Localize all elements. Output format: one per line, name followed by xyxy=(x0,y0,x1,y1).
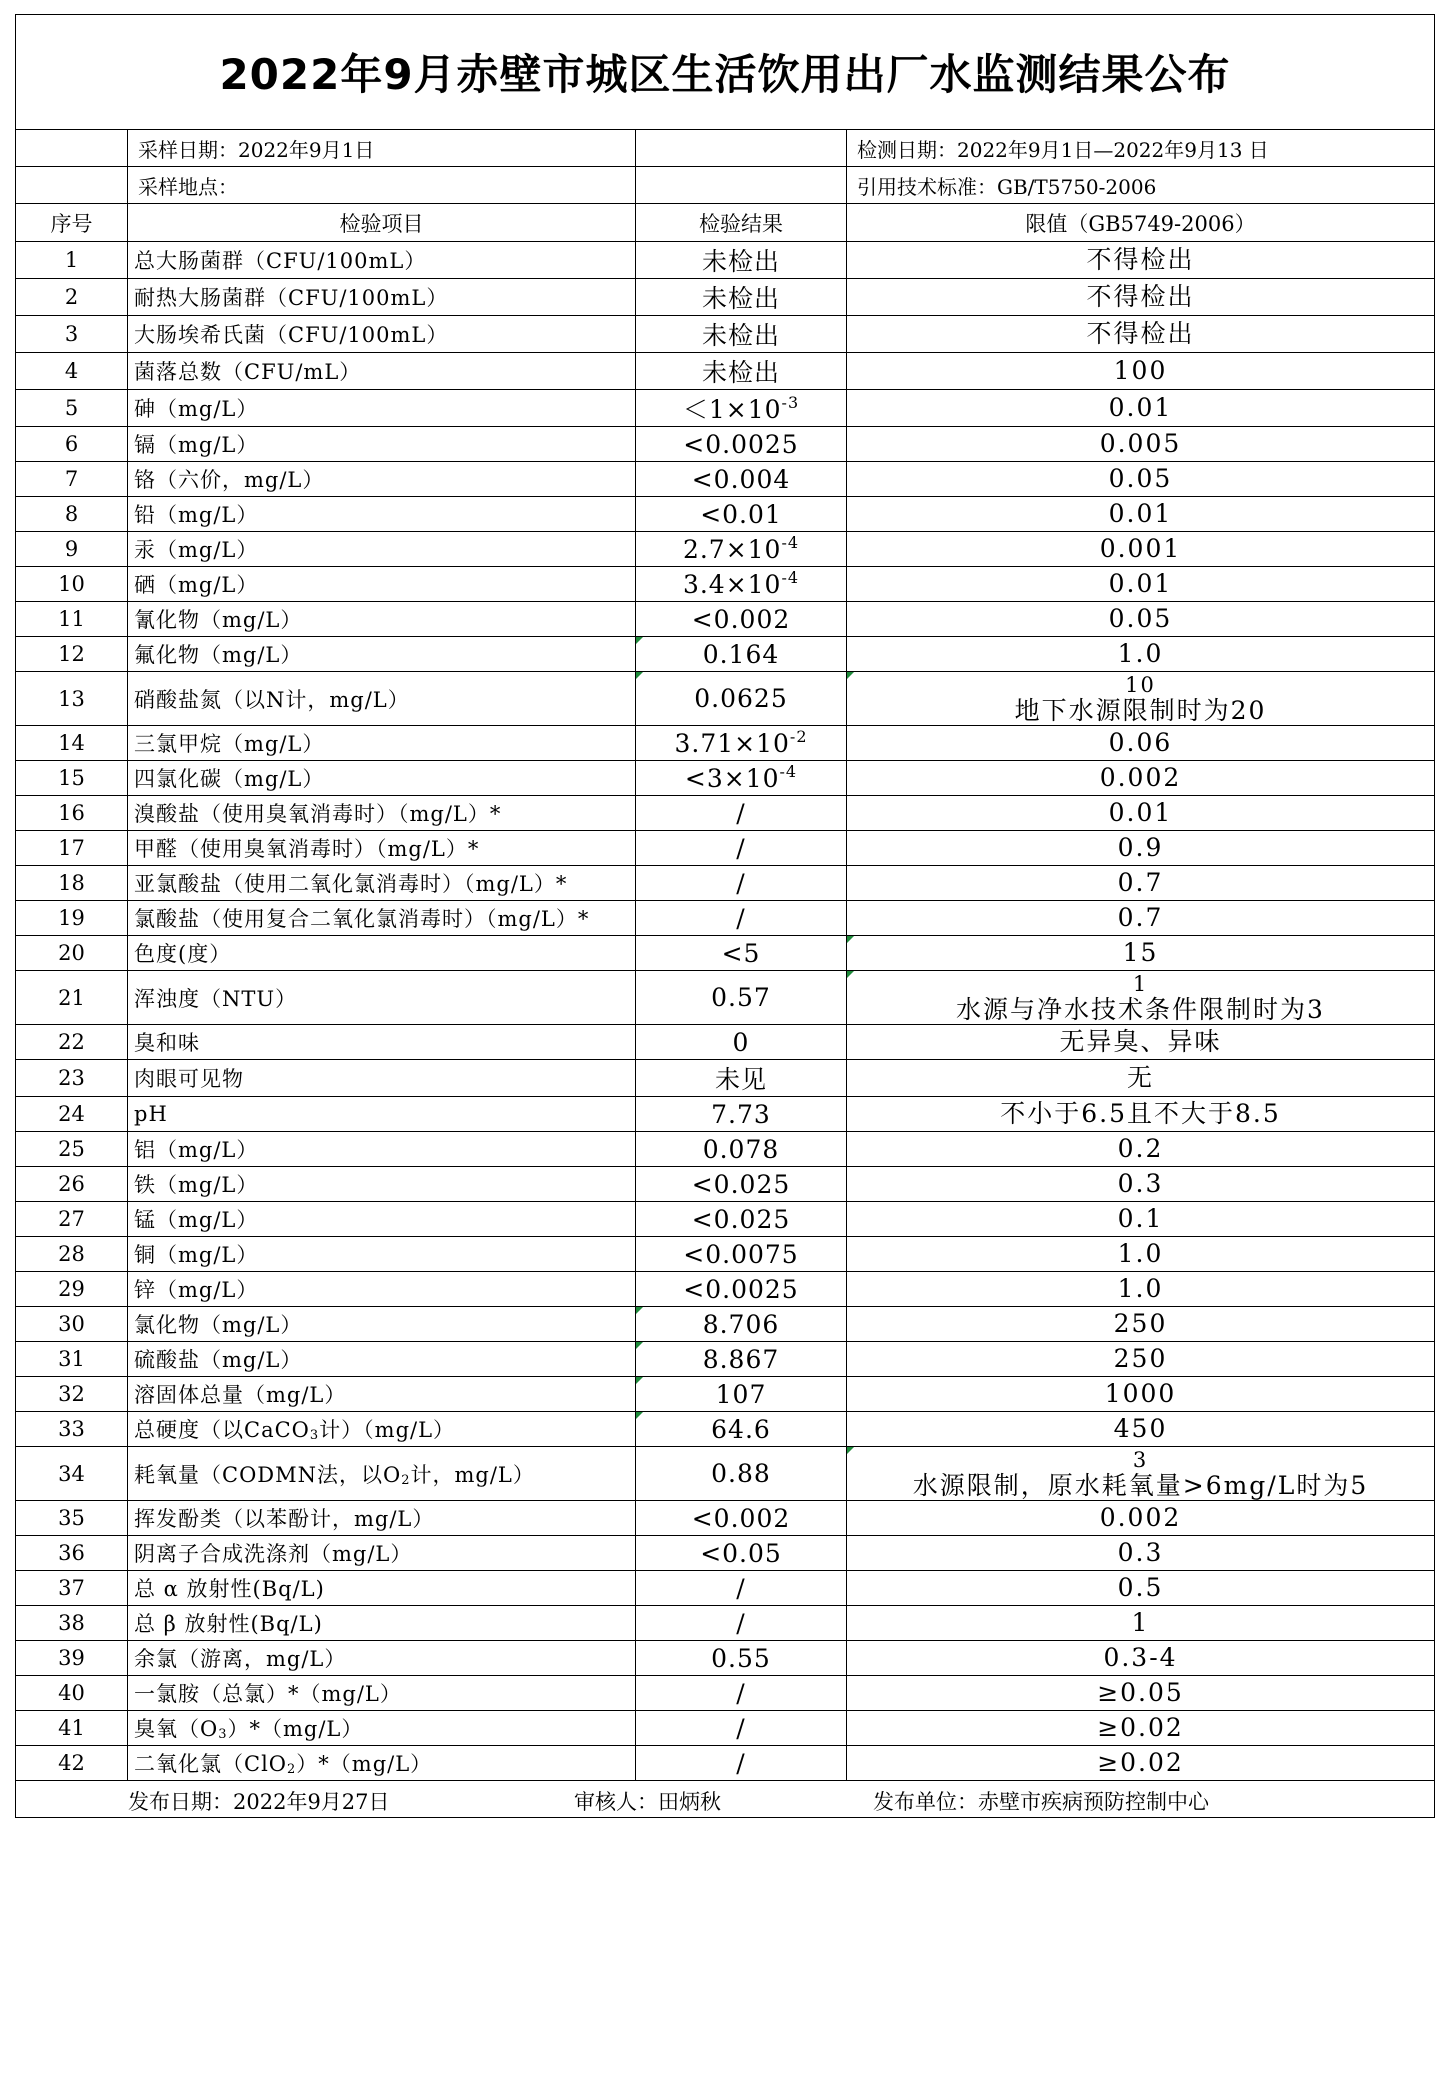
row-item: 亚氯酸盐（使用二氧化氯消毒时）（mg/L）* xyxy=(128,866,636,901)
row-result xyxy=(636,279,847,316)
row-number: 42 xyxy=(16,1746,128,1781)
row-item: 总 α 放射性(Bq/L) xyxy=(128,1571,636,1606)
row-number: 28 xyxy=(16,1237,128,1272)
row-item: 阴离子合成洗涤剂（mg/L） xyxy=(128,1536,636,1571)
row-limit: 0.1 xyxy=(847,1202,1435,1237)
row-item: 色度(度） xyxy=(128,936,636,971)
row-item: 耗氧量（CODMN法，以$O_2$计，mg/L） xyxy=(128,1447,636,1501)
row-limit: 1.0 xyxy=(847,637,1435,672)
table-row xyxy=(16,462,1435,497)
result-exponent: -4 xyxy=(779,761,798,781)
row-limit xyxy=(847,971,1435,1025)
table-row xyxy=(16,672,1435,726)
result-value: / xyxy=(736,903,746,933)
row-item: pH xyxy=(128,1097,636,1132)
row-number: 16 xyxy=(16,796,128,831)
row-limit: 0.002 xyxy=(847,1501,1435,1536)
row-item: 总大肠菌群（CFU/100mL） xyxy=(128,242,636,279)
table-row xyxy=(16,1025,1435,1060)
row-result xyxy=(636,1342,847,1377)
row-result xyxy=(636,390,847,427)
row-item: 余氯（游离，mg/L） xyxy=(128,1641,636,1676)
row-item: 四氯化碳（mg/L） xyxy=(128,761,636,796)
row-limit: 1000 xyxy=(847,1377,1435,1412)
row-result xyxy=(636,462,847,497)
table-row xyxy=(16,1202,1435,1237)
row-limit: 15 xyxy=(847,936,1435,971)
footer-row xyxy=(16,1781,1435,1818)
result-exponent: -3 xyxy=(781,393,800,412)
row-limit: 0.9 xyxy=(847,831,1435,866)
row-item: 硝酸盐氮（以N计，mg/L） xyxy=(128,672,636,726)
meta-empty-cell xyxy=(16,167,128,204)
row-limit: 250 xyxy=(847,1307,1435,1342)
result-value: / xyxy=(736,1748,746,1778)
result-value: 未检出 xyxy=(701,321,780,350)
table-row xyxy=(16,1060,1435,1097)
row-result xyxy=(636,1412,847,1447)
row-result xyxy=(636,1202,847,1237)
table-row xyxy=(16,901,1435,936)
header-row xyxy=(16,204,1435,242)
row-item: 溴酸盐（使用臭氧消毒时）（mg/L）* xyxy=(128,796,636,831)
row-limit: ≥0.02 xyxy=(847,1711,1435,1746)
row-result xyxy=(636,866,847,901)
row-number: 34 xyxy=(16,1447,128,1501)
row-limit: 0.3 xyxy=(847,1167,1435,1202)
row-item: 总硬度（以CaCO$_3$计）（mg/L） xyxy=(128,1412,636,1447)
row-result xyxy=(636,1641,847,1676)
row-result xyxy=(636,1307,847,1342)
row-limit: 0.002 xyxy=(847,761,1435,796)
result-value: / xyxy=(736,798,746,828)
row-limit: 无 xyxy=(847,1060,1435,1097)
row-limit: 0.06 xyxy=(847,726,1435,761)
publish-date: 发布日期：2022年9月27日 xyxy=(128,1790,390,1814)
result-value: / xyxy=(736,1608,746,1638)
table-row xyxy=(16,1342,1435,1377)
table-row xyxy=(16,427,1435,462)
row-result xyxy=(636,1097,847,1132)
row-item: 挥发酚类（以苯酚计，mg/L） xyxy=(128,1501,636,1536)
table-row xyxy=(16,761,1435,796)
row-number: 27 xyxy=(16,1202,128,1237)
row-number: 39 xyxy=(16,1641,128,1676)
row-limit: 不得检出 xyxy=(847,279,1435,316)
row-limit: 0.001 xyxy=(847,532,1435,567)
row-result xyxy=(636,1606,847,1641)
row-item: 铁（mg/L） xyxy=(128,1167,636,1202)
row-number: 22 xyxy=(16,1025,128,1060)
row-limit: 1.0 xyxy=(847,1237,1435,1272)
row-result xyxy=(636,427,847,462)
table-row xyxy=(16,1412,1435,1447)
row-limit: 0.7 xyxy=(847,901,1435,936)
row-result xyxy=(636,242,847,279)
result-value: <0.05 xyxy=(700,1538,782,1568)
row-result xyxy=(636,353,847,390)
row-item: 氯化物（mg/L） xyxy=(128,1307,636,1342)
result-value: <0.01 xyxy=(700,499,782,529)
limit-note: 地下水源限制时为20 xyxy=(1014,695,1267,725)
table-row xyxy=(16,1746,1435,1781)
row-limit: 0.01 xyxy=(847,796,1435,831)
result-value: 0.078 xyxy=(702,1134,780,1164)
row-result xyxy=(636,796,847,831)
row-item: 锰（mg/L） xyxy=(128,1202,636,1237)
row-item: 溶固体总量（mg/L） xyxy=(128,1377,636,1412)
row-number: 5 xyxy=(16,390,128,427)
table-row xyxy=(16,316,1435,353)
result-value: <0.004 xyxy=(691,464,791,494)
table-row xyxy=(16,242,1435,279)
table-row xyxy=(16,532,1435,567)
row-number: 36 xyxy=(16,1536,128,1571)
row-result xyxy=(636,1746,847,1781)
table-row xyxy=(16,726,1435,761)
test-date: 检测日期：2022年9月1日—2022年9月13 日 xyxy=(847,130,1435,167)
row-result xyxy=(636,901,847,936)
page-title: 2022年9月赤壁市城区生活饮用出厂水监测结果公布 xyxy=(16,15,1435,130)
row-result xyxy=(636,1132,847,1167)
row-item: 耐热大肠菌群（CFU/100mL） xyxy=(128,279,636,316)
row-number: 10 xyxy=(16,567,128,602)
result-value: 未检出 xyxy=(701,247,780,276)
row-result xyxy=(636,1571,847,1606)
row-result xyxy=(636,1676,847,1711)
row-result xyxy=(636,971,847,1025)
row-result xyxy=(636,316,847,353)
table-row xyxy=(16,866,1435,901)
table-row xyxy=(16,567,1435,602)
row-number: 29 xyxy=(16,1272,128,1307)
row-number: 20 xyxy=(16,936,128,971)
row-result xyxy=(636,1167,847,1202)
table-row xyxy=(16,1377,1435,1412)
table-row xyxy=(16,1711,1435,1746)
meta-empty-cell xyxy=(636,167,847,204)
result-exponent: -4 xyxy=(781,532,800,552)
row-result xyxy=(636,1060,847,1097)
result-value: ＜1×10 xyxy=(682,395,782,424)
row-number: 35 xyxy=(16,1501,128,1536)
row-item: 镉（mg/L） xyxy=(128,427,636,462)
row-number: 32 xyxy=(16,1377,128,1412)
row-item: 铅（mg/L） xyxy=(128,497,636,532)
table-row xyxy=(16,1447,1435,1501)
table-row xyxy=(16,1571,1435,1606)
row-result xyxy=(636,1536,847,1571)
row-limit: 无异臭、异味 xyxy=(847,1025,1435,1060)
row-result xyxy=(636,936,847,971)
row-item: 二氧化氯（ClO$_2$）*（mg/L） xyxy=(128,1746,636,1781)
row-item: 铝（mg/L） xyxy=(128,1132,636,1167)
row-number: 21 xyxy=(16,971,128,1025)
result-value: <0.025 xyxy=(691,1204,791,1234)
row-limit: 不得检出 xyxy=(847,316,1435,353)
table-row xyxy=(16,831,1435,866)
row-number: 15 xyxy=(16,761,128,796)
row-item: 汞（mg/L） xyxy=(128,532,636,567)
table-row xyxy=(16,1676,1435,1711)
row-result xyxy=(636,1711,847,1746)
table-row xyxy=(16,1167,1435,1202)
row-limit: 0.005 xyxy=(847,427,1435,462)
row-item: 氟化物（mg/L） xyxy=(128,637,636,672)
result-value: 0.88 xyxy=(711,1459,771,1488)
row-limit: 450 xyxy=(847,1412,1435,1447)
row-number: 12 xyxy=(16,637,128,672)
reference-standard: 引用技术标准：GB/T5750-2006 xyxy=(847,167,1435,204)
row-item: 硒（mg/L） xyxy=(128,567,636,602)
row-result xyxy=(636,1272,847,1307)
sampling-date: 采样日期：2022年9月1日 xyxy=(128,130,636,167)
limit-value: 1 xyxy=(1132,971,1149,996)
result-value: <0.0025 xyxy=(683,429,799,459)
row-limit: 不得检出 xyxy=(847,242,1435,279)
result-value: <0.0075 xyxy=(683,1239,799,1269)
table-row xyxy=(16,1641,1435,1676)
row-limit: 1 xyxy=(847,1606,1435,1641)
row-number: 7 xyxy=(16,462,128,497)
row-limit: 250 xyxy=(847,1342,1435,1377)
row-number: 40 xyxy=(16,1676,128,1711)
monitoring-results-sheet xyxy=(15,14,1435,1818)
row-item: 肉眼可见物 xyxy=(128,1060,636,1097)
table-row xyxy=(16,1307,1435,1342)
row-number: 33 xyxy=(16,1412,128,1447)
row-limit: 0.7 xyxy=(847,866,1435,901)
row-result xyxy=(636,1377,847,1412)
table-row xyxy=(16,602,1435,637)
table-row xyxy=(16,1237,1435,1272)
row-limit: 0.2 xyxy=(847,1132,1435,1167)
row-limit: 0.01 xyxy=(847,390,1435,427)
result-value: <3×10 xyxy=(684,763,780,793)
result-value: / xyxy=(736,1678,746,1708)
row-number: 18 xyxy=(16,866,128,901)
row-item: 大肠埃希氏菌（CFU/100mL） xyxy=(128,316,636,353)
table-row xyxy=(16,1132,1435,1167)
row-number: 38 xyxy=(16,1606,128,1641)
row-item: 铜（mg/L） xyxy=(128,1237,636,1272)
row-number: 4 xyxy=(16,353,128,390)
result-value: <0.002 xyxy=(691,1503,791,1533)
table-row xyxy=(16,637,1435,672)
row-item: 氯酸盐（使用复合二氧化氯消毒时）（mg/L）* xyxy=(128,901,636,936)
row-limit: 0.05 xyxy=(847,462,1435,497)
row-limit: 100 xyxy=(847,353,1435,390)
row-result xyxy=(636,1237,847,1272)
meta-row-2 xyxy=(16,167,1435,204)
header-result: 检验结果 xyxy=(636,204,847,242)
row-result xyxy=(636,567,847,602)
row-item: 锌（mg/L） xyxy=(128,1272,636,1307)
row-item: 菌落总数（CFU/mL） xyxy=(128,353,636,390)
row-item: 三氯甲烷（mg/L） xyxy=(128,726,636,761)
row-limit xyxy=(847,1447,1435,1501)
limit-note: 水源与净水技术条件限制时为3 xyxy=(956,994,1325,1024)
meta-row-1 xyxy=(16,130,1435,167)
limit-value: 3 xyxy=(1132,1447,1149,1472)
row-item: 氰化物（mg/L） xyxy=(128,602,636,637)
result-exponent: -2 xyxy=(789,726,808,746)
result-value: 未检出 xyxy=(701,358,780,387)
row-limit: ≥0.02 xyxy=(847,1746,1435,1781)
table-row xyxy=(16,796,1435,831)
row-item: 砷（mg/L） xyxy=(128,390,636,427)
row-number: 26 xyxy=(16,1167,128,1202)
row-number: 14 xyxy=(16,726,128,761)
row-item: 臭和味 xyxy=(128,1025,636,1060)
result-value: 64.6 xyxy=(711,1414,771,1444)
row-limit: 0.01 xyxy=(847,497,1435,532)
result-value: 2.7×10 xyxy=(682,534,782,564)
row-result xyxy=(636,602,847,637)
row-item: 浑浊度（NTU） xyxy=(128,971,636,1025)
row-item: 总 β 放射性(Bq/L) xyxy=(128,1606,636,1641)
publisher: 发布单位：赤壁市疾病预防控制中心 xyxy=(873,1790,1209,1814)
result-value: <0.0025 xyxy=(683,1274,799,1304)
row-limit: 0.3-4 xyxy=(847,1641,1435,1676)
row-number: 11 xyxy=(16,602,128,637)
row-limit: 0.5 xyxy=(847,1571,1435,1606)
table-row xyxy=(16,1606,1435,1641)
result-value: / xyxy=(736,868,746,898)
table-row xyxy=(16,936,1435,971)
row-limit xyxy=(847,672,1435,726)
row-number: 37 xyxy=(16,1571,128,1606)
row-result xyxy=(636,1501,847,1536)
result-value: 8.706 xyxy=(702,1309,780,1339)
table-row xyxy=(16,390,1435,427)
result-value: 0.164 xyxy=(702,639,780,669)
result-value: 3.71×10 xyxy=(674,728,790,758)
header-item: 检验项目 xyxy=(128,204,636,242)
result-value: 3.4×10 xyxy=(682,569,782,599)
result-value: 未见 xyxy=(714,1065,767,1094)
table-row xyxy=(16,1501,1435,1536)
row-result xyxy=(636,532,847,567)
result-value: <0.002 xyxy=(691,604,791,634)
row-number: 8 xyxy=(16,497,128,532)
row-item: 一氯胺（总氯）*（mg/L） xyxy=(128,1676,636,1711)
result-value: <0.025 xyxy=(691,1169,791,1199)
result-value: 8.867 xyxy=(702,1344,780,1374)
row-number: 17 xyxy=(16,831,128,866)
row-number: 1 xyxy=(16,242,128,279)
result-value: 107 xyxy=(715,1379,767,1409)
row-number: 31 xyxy=(16,1342,128,1377)
table-row xyxy=(16,971,1435,1025)
row-number: 13 xyxy=(16,672,128,726)
footer-cell xyxy=(16,1781,1435,1818)
table-row xyxy=(16,279,1435,316)
result-value: <5 xyxy=(721,938,761,968)
result-value: 0 xyxy=(732,1027,750,1057)
row-limit: 0.01 xyxy=(847,567,1435,602)
row-item: 臭氧$(O_3)*(mg/L)$ xyxy=(128,1711,636,1746)
table-row xyxy=(16,353,1435,390)
row-item: 甲醛（使用臭氧消毒时）（mg/L）* xyxy=(128,831,636,866)
row-result xyxy=(636,1447,847,1501)
sampling-place: 采样地点： xyxy=(128,167,636,204)
row-limit: 0.3 xyxy=(847,1536,1435,1571)
result-value: 未检出 xyxy=(701,284,780,313)
row-result xyxy=(636,831,847,866)
row-number: 9 xyxy=(16,532,128,567)
row-limit: ≥0.05 xyxy=(847,1676,1435,1711)
table-row xyxy=(16,1097,1435,1132)
header-no: 序号 xyxy=(16,204,128,242)
row-number: 24 xyxy=(16,1097,128,1132)
limit-value: 10 xyxy=(1125,672,1156,697)
row-result xyxy=(636,761,847,796)
row-result xyxy=(636,1025,847,1060)
row-number: 23 xyxy=(16,1060,128,1097)
row-item: 铬（六价，mg/L） xyxy=(128,462,636,497)
row-result xyxy=(636,726,847,761)
table-row xyxy=(16,1536,1435,1571)
result-value: 0.57 xyxy=(711,983,771,1012)
result-value: / xyxy=(736,1573,746,1603)
header-limit: 限值（GB5749-2006） xyxy=(847,204,1435,242)
row-limit: 1.0 xyxy=(847,1272,1435,1307)
row-result xyxy=(636,672,847,726)
reviewer: 审核人：田炳秋 xyxy=(574,1790,721,1814)
row-number: 25 xyxy=(16,1132,128,1167)
result-value: / xyxy=(736,1713,746,1743)
row-result xyxy=(636,637,847,672)
result-value: 7.73 xyxy=(711,1099,771,1129)
row-number: 6 xyxy=(16,427,128,462)
limit-note: 水源限制，原水耗氧量>6mg/L时为5 xyxy=(912,1470,1369,1500)
table-row xyxy=(16,1272,1435,1307)
row-number: 41 xyxy=(16,1711,128,1746)
row-number: 2 xyxy=(16,279,128,316)
title-row xyxy=(16,15,1435,130)
table-row xyxy=(16,497,1435,532)
result-value: / xyxy=(736,833,746,863)
row-item: 硫酸盐（mg/L） xyxy=(128,1342,636,1377)
result-exponent: -4 xyxy=(781,567,800,587)
meta-empty-cell xyxy=(636,130,847,167)
result-value: 0.55 xyxy=(711,1643,771,1673)
meta-empty-cell xyxy=(16,130,128,167)
row-number: 19 xyxy=(16,901,128,936)
row-number: 30 xyxy=(16,1307,128,1342)
row-result xyxy=(636,497,847,532)
row-number: 3 xyxy=(16,316,128,353)
row-limit: 不小于6.5且不大于8.5 xyxy=(847,1097,1435,1132)
result-value: 0.0625 xyxy=(694,684,788,713)
row-limit: 0.05 xyxy=(847,602,1435,637)
